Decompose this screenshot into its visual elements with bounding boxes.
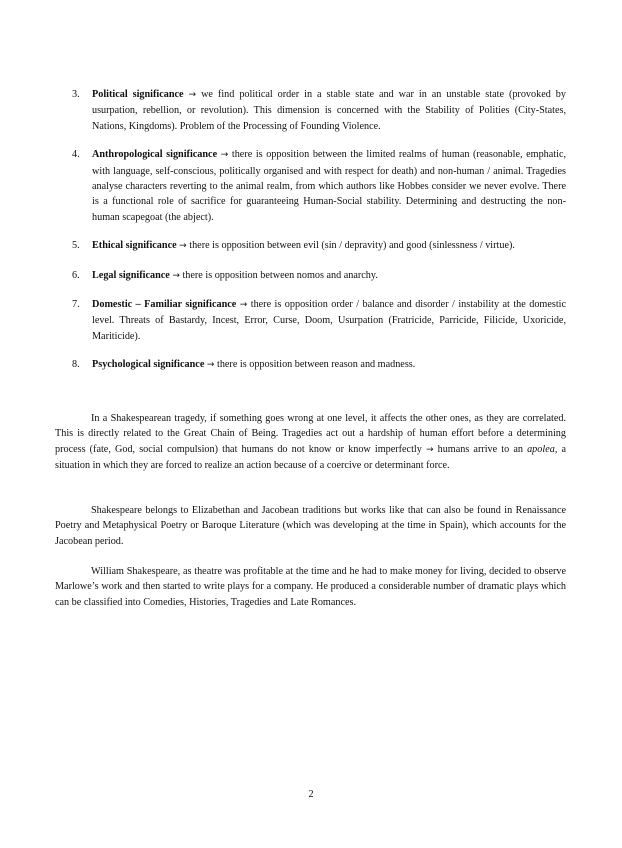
- list-item-text: there is opposition between evil (sin / depravity) and good (sinlessness / virtue).: [186, 240, 515, 252]
- list-item: [72, 87, 566, 134]
- list-item-text: there is opposition between reason and madness.: [214, 359, 416, 371]
- list-item: [72, 357, 566, 373]
- list-item-text: we find political order in a stable state and war in an unstable state (provoked by usurpation, rebellion, or revolution). This dimension is concerned with the Stability of Polities (City-States, Nations, Kingdoms). Problem of the Processing of Founding Violence.: [92, 89, 566, 132]
- list-number: 3.: [72, 89, 80, 100]
- arrow-icon: →: [206, 360, 215, 371]
- list-item-title: Psychological significance: [92, 359, 205, 371]
- paragraph-text: humans arrive to an: [433, 443, 528, 455]
- arrow-icon: →: [425, 444, 434, 455]
- list-item-text: there is opposition order / balance and disorder / instability at the domestic level. Threats of Bastardy, Incest, Error, Curse, Doom, Usurpation (Fratricide, Parricide, Filicide, Uxoricide, Mariticide).: [92, 299, 567, 342]
- list-number: 5.: [72, 240, 80, 252]
- arrow-icon: →: [172, 270, 180, 281]
- paragraph-traditions: Shakespeare belongs to Elizabethan and Jacobean traditions but works like that can also be found in Renaissance Poetry and Metaphysical Poetry or Baroque Literature (which was developing at the time in Spain), which accounts for the Jacobean period.: [55, 505, 566, 547]
- paragraph-text: , a situation in which they are forced to realize an action because of a coercive or determinant force.: [55, 443, 566, 472]
- list-number: 7.: [72, 299, 80, 311]
- arrow-icon: →: [220, 150, 229, 161]
- page-number: 2: [308, 789, 314, 800]
- list-number: 4.: [72, 149, 80, 161]
- list-item-title: Legal significance: [92, 269, 170, 281]
- list-number: 8.: [72, 359, 80, 371]
- list-item-text: there is opposition between nomos and anarchy.: [179, 269, 378, 281]
- arrow-icon: →: [179, 241, 187, 252]
- list-number: 6.: [72, 269, 80, 281]
- arrow-icon: →: [188, 90, 197, 100]
- list-item: [72, 268, 566, 284]
- significance-list: [72, 87, 566, 387]
- list-item-text: there is opposition between the limited realms of human (reasonable, emphatic, with language, self-conscious, politically organised and with respect for death) and non-human / animal. Tragedies analyse characters reverting to the animal realm, from which authors like Hobbes consider we never evolve. There is a functional role of sacrifice for guaranteeing Human-Social stability. Determining and destructing the non-human scapegoat (the abject).: [92, 149, 567, 223]
- italic-term: apolea: [527, 443, 555, 455]
- list-item-title: Political significance: [92, 89, 184, 100]
- paragraph-text: In a Shakespearean tragedy, if something goes wrong at one level, it affects the other ones, as they are correlated. This is directly related to the Great Chain of Being. Tragedies act out a hardship of human effort before a determining process (fate, God, social compulsion) that humans do not know or know imperfectly: [55, 413, 566, 455]
- paragraph-shakespeare: William Shakespeare, as theatre was profitable at the time and he had to make money for living, decided to observe Marlowe’s work and then started to write plays for a company. He produced a considerable number of dramatic plays which can be classified into Comedies, Histories, Tragedies and Late Romances.: [55, 566, 566, 608]
- list-item: [72, 238, 566, 254]
- paragraph-tragedy: [55, 411, 566, 474]
- list-item: [72, 297, 566, 344]
- arrow-icon: →: [239, 300, 248, 311]
- list-item-title: Ethical significance: [92, 240, 177, 252]
- list-item-title: Domestic – Familiar significance: [92, 299, 237, 311]
- list-item-title: Anthropological significance: [92, 149, 218, 161]
- list-item: [72, 147, 566, 225]
